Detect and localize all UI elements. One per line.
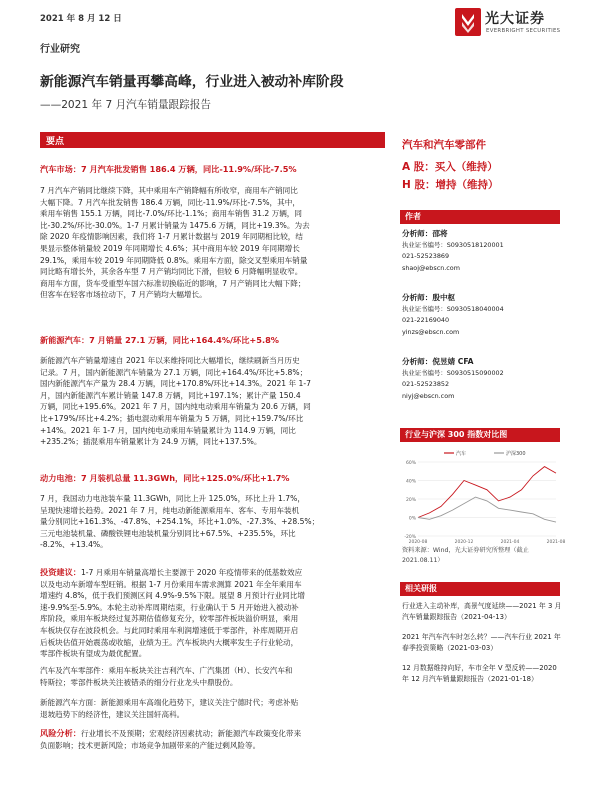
text-line: 乘用车销售 155.1 万辆，同比-7.0%/环比-1.1%；商用车销售 31.2 万辆，同 <box>40 209 302 219</box>
chart-x-ticks <box>409 539 566 545</box>
related-report-link[interactable]: 2021 年汽车汽车时怎么转？——汽车行业 2021 年春季投资策略（2021-03-03） <box>402 633 561 652</box>
analyst-card <box>402 292 562 338</box>
analyst-name: 分析师：殷中枢 <box>402 293 456 302</box>
authors-bar <box>400 210 560 224</box>
summary-label: 要点 <box>46 136 65 147</box>
analyst-card <box>402 356 562 402</box>
summary-header-bar <box>40 132 385 148</box>
section-heading: 投资建议： <box>40 567 81 577</box>
chart-x-tick-label: 2021-04 <box>500 540 520 545</box>
text-line: 车板块仅存在波段机会。与此同时乘用车利润增速低于零部件，补库周期开启 <box>40 625 299 635</box>
text-line: 退坡趋势下的经济性，建议关注国轩高科。 <box>40 709 185 719</box>
text-line: 库阶段，乘用车板块经过复苏期估值修复充分，较零部件板块溢价明显，乘用 <box>40 614 299 624</box>
section-auto-parts <box>40 665 385 688</box>
text-line: 增速约 4.8%，低于我们预测区间 4.9%-9.5%下限。展望 8 月预计行业同比增 <box>40 591 305 601</box>
chart-y-tick-label: 40% <box>405 479 416 485</box>
analyst-name: 分析师：倪昱婧 CFA <box>402 357 474 366</box>
chart-bar <box>400 428 560 442</box>
logo-english-name: EVERBRIGHT SECURITIES <box>486 28 561 34</box>
text-line: 7 月汽车产销同比继续下降，其中乘用车产销降幅有所收窄，商用车产销同比 <box>40 186 298 195</box>
text-line: 商用车方面，货车受重型车国六标准切换临近的影响，7 月产销同比大幅下降； <box>40 278 306 288</box>
text-line: 记录。7 月，国内新能源汽车销量为 27.1 万辆，同比+164.4%/环比+5.8%； <box>40 367 308 377</box>
section-heading: 风险分析： <box>40 728 81 738</box>
text-line: 汽车及汽车零部件：乘用车板块关注吉利汽车、广汽集团（H）、长安汽车和 <box>40 666 293 675</box>
text-line: +14%。2021 年 1-7 月，国内纯电动乘用车销量累计为 114.9 万辆，同比 <box>40 425 296 435</box>
analyst-email[interactable]: shaoj@ebscn.com <box>402 263 460 272</box>
text-line: 但客车在轻客市场拉动下，7 月产销均大幅增长。 <box>40 290 207 300</box>
text-line: 7 月，我国动力电池装车量 11.3GWh，同比上升 125.0%，环比上升 1.7%， <box>40 494 305 503</box>
chart-series-line <box>418 497 556 522</box>
authors-label: 作者 <box>405 212 421 221</box>
text-line: 万辆，同比+195.6%。2021 年 7 月，国内纯电动乘用车销量为 20.6 万辆，同 <box>40 402 311 412</box>
section-risk-analysis <box>40 728 385 751</box>
chart-source-note: 资料来源：Wind，光大证券研究所整理（截止 2021.08.11） <box>402 547 529 564</box>
chart-grid <box>418 462 556 536</box>
logo-mark-icon <box>455 8 481 36</box>
index-comparison-chart <box>400 446 566 546</box>
related-bar <box>400 582 560 596</box>
text-line: 果显示整体销量较 2019 年同期增长 4.6%；其中商用车较 2019 年同期增长 <box>40 243 300 253</box>
chart-series-line <box>418 467 556 518</box>
report-subtitle: ——2021 年 7 月汽车销量跟踪报告 <box>40 99 211 111</box>
analyst-phone: 021-22169040 <box>402 316 450 324</box>
section-auto-market <box>40 164 385 301</box>
chart-y-ticks <box>404 460 416 540</box>
text-line: 比+179%/环比+4.2%；插电混动乘用车销量为 5 万辆，同比+159.7%/环比 <box>40 413 304 423</box>
rating-h-share: H 股：增持（维持） <box>402 179 499 191</box>
text-line: 比-30.2%/环比-30.0%。1-7 月累计销量为 1475.6 万辆，同比+19.3%。为去 <box>40 220 310 230</box>
analyst-email[interactable]: niyj@ebscn.com <box>402 391 455 400</box>
text-line: 除 2020 年疫情影响因素，我们将 1-7 月累计数据与 2019 年同期相比较，结 <box>40 232 303 242</box>
chart-x-tick-label: 2020-12 <box>454 540 474 545</box>
text-line: -8.2%、+13.4%。 <box>40 540 108 550</box>
industry-name: 汽车和汽车零部件 <box>402 139 486 151</box>
text-line: 行业增长不及预期；宏观经济因素扰动；新能源汽车政策变化带来 <box>80 729 302 738</box>
text-line: 新能源汽车产销量增速自 2021 年以来维持同比大幅增长，继续刷新当月历史 <box>40 356 300 365</box>
analyst-name: 分析师：邵将 <box>402 229 448 238</box>
analyst-card <box>402 228 562 274</box>
related-label: 相关研报 <box>405 584 437 593</box>
section-investment-advice <box>40 567 385 660</box>
text-line: 量分别同比+161.3%、-47.8%、+254.1%，环比+1.0%、-27.3%、+28.5%； <box>40 517 320 527</box>
text-line: 以及电动车新增车型旺销。根据 1-7 月份乘用车需求测算 2021 年全年乘用车 <box>40 579 302 589</box>
chart-x-tick-label: 2020-08 <box>408 540 428 545</box>
analyst-phone: 021-52523869 <box>402 252 450 260</box>
section-heading: 新能源汽车：7 月销量 27.1 万辆，同比+164.4%/环比+5.8% <box>40 335 279 345</box>
chart-series-group <box>418 467 556 522</box>
chart-x-tick-label: 2021-08 <box>546 540 566 545</box>
company-logo <box>455 6 565 42</box>
text-line: 29.1%，乘用车较 2019 年同期降低 0.8%。乘用车方面，除交叉型乘用车销量 <box>40 255 308 265</box>
chart-legend-label: 沪深300 <box>506 450 526 457</box>
text-line: 同比略有增长外，其余各车型 7 月产销均同比下滑，但较 6 月降幅明显收窄。 <box>40 267 303 277</box>
chart-y-tick-label: 60% <box>405 460 416 466</box>
analyst-cert: 执业证书编号：S0930515090002 <box>402 368 504 377</box>
report-title: 新能源汽车销量再攀高峰，行业进入被动补库阶段 <box>40 74 344 90</box>
section-nev-advice <box>40 697 385 720</box>
section-heading: 动力电池：7 月装机总量 11.3GWh，同比+125.0%/环比+1.7% <box>40 473 290 483</box>
text-line: 后板块估值开始震荡或收缩，业绩为王。汽车板块内大概率发生子行业轮动， <box>40 637 299 647</box>
text-line: 1-7 月乘用车销量高增长主要源于 2020 年疫情带来的低基数效应 <box>80 568 303 577</box>
report-category: 行业研究 <box>40 44 80 55</box>
text-line: 新能源汽车方面：新能源乘用车高端化趋势下，建议关注宁德时代；考虑补贴 <box>40 698 299 707</box>
chart-legend <box>444 450 526 457</box>
logo-chinese-name: 光大证券 <box>485 11 545 27</box>
text-line: 月，国内新能源汽车累计销量 147.8 万辆，同比+197.1%；累计产量 150.4 <box>40 390 301 400</box>
section-battery <box>40 473 385 551</box>
section-heading: 汽车市场：7 月汽车批发销售 186.4 万辆，同比-11.9%/环比-7.5% <box>40 164 297 174</box>
text-line: +235.2%；插混乘用车销量累计为 24.9 万辆，同比+137.5%。 <box>40 437 262 447</box>
chart-y-tick-label: 20% <box>405 497 416 503</box>
text-line: 特斯拉；零部件板块关注被错杀的细分行业龙头中鼎股份。 <box>40 677 238 687</box>
text-line: 大幅下降。7 月汽车批发销售 186.4 万辆，同比-11.9%/环比-7.5%，其中， <box>40 197 300 207</box>
rating-a-share: A 股：买入（维持） <box>402 161 498 173</box>
chart-legend-label: 汽车 <box>456 450 467 457</box>
related-report-link[interactable]: 12 月数据维持向好，车市全年 V 型反转——2020 年 12 月汽车销量跟踪报告（2021-01-18） <box>402 664 557 683</box>
analyst-email[interactable]: yinzs@ebscn.com <box>402 327 460 336</box>
text-line: 零部件板块有望成为最优配置。 <box>40 649 147 659</box>
text-line: 国内新能源汽车产量为 28.4 万辆，同比+170.8%/环比+14.3%。2021 年 1-7 <box>40 379 311 389</box>
analyst-phone: 021-52523852 <box>402 380 450 388</box>
text-line: 速-9.9%至-5.9%。本轮主动补库周期结束，行业确认于 5 月开始进入被动补 <box>40 602 299 612</box>
analyst-cert: 执业证书编号：S0930518040004 <box>402 304 504 313</box>
analyst-cert: 执业证书编号：S0930518120001 <box>402 240 504 249</box>
chart-y-tick-label: -20% <box>404 534 416 540</box>
chart-label: 行业与沪深 300 指数对比图 <box>405 430 508 439</box>
text-line: 呈现快速增长趋势。2021 年 7 月，纯电动新能源乘用车、客车、专用车装机 <box>40 505 300 515</box>
chart-y-tick-label: 0% <box>408 516 416 522</box>
text-line: 三元电池装机量、磷酸铁锂电池装机量分别同比+67.5%、+235.5%，环比 <box>40 528 296 538</box>
report-date: 2021 年 8 月 12 日 <box>40 14 122 24</box>
text-line: 负面影响；技术更新风险；市场竞争加剧带来的产能过剩风险等。 <box>40 740 261 750</box>
related-report-link[interactable]: 行业进入主动补库，高景气度延续——2021 年 3 月汽车销量跟踪报告（2021-04-13） <box>402 602 562 621</box>
section-nev <box>40 335 385 448</box>
